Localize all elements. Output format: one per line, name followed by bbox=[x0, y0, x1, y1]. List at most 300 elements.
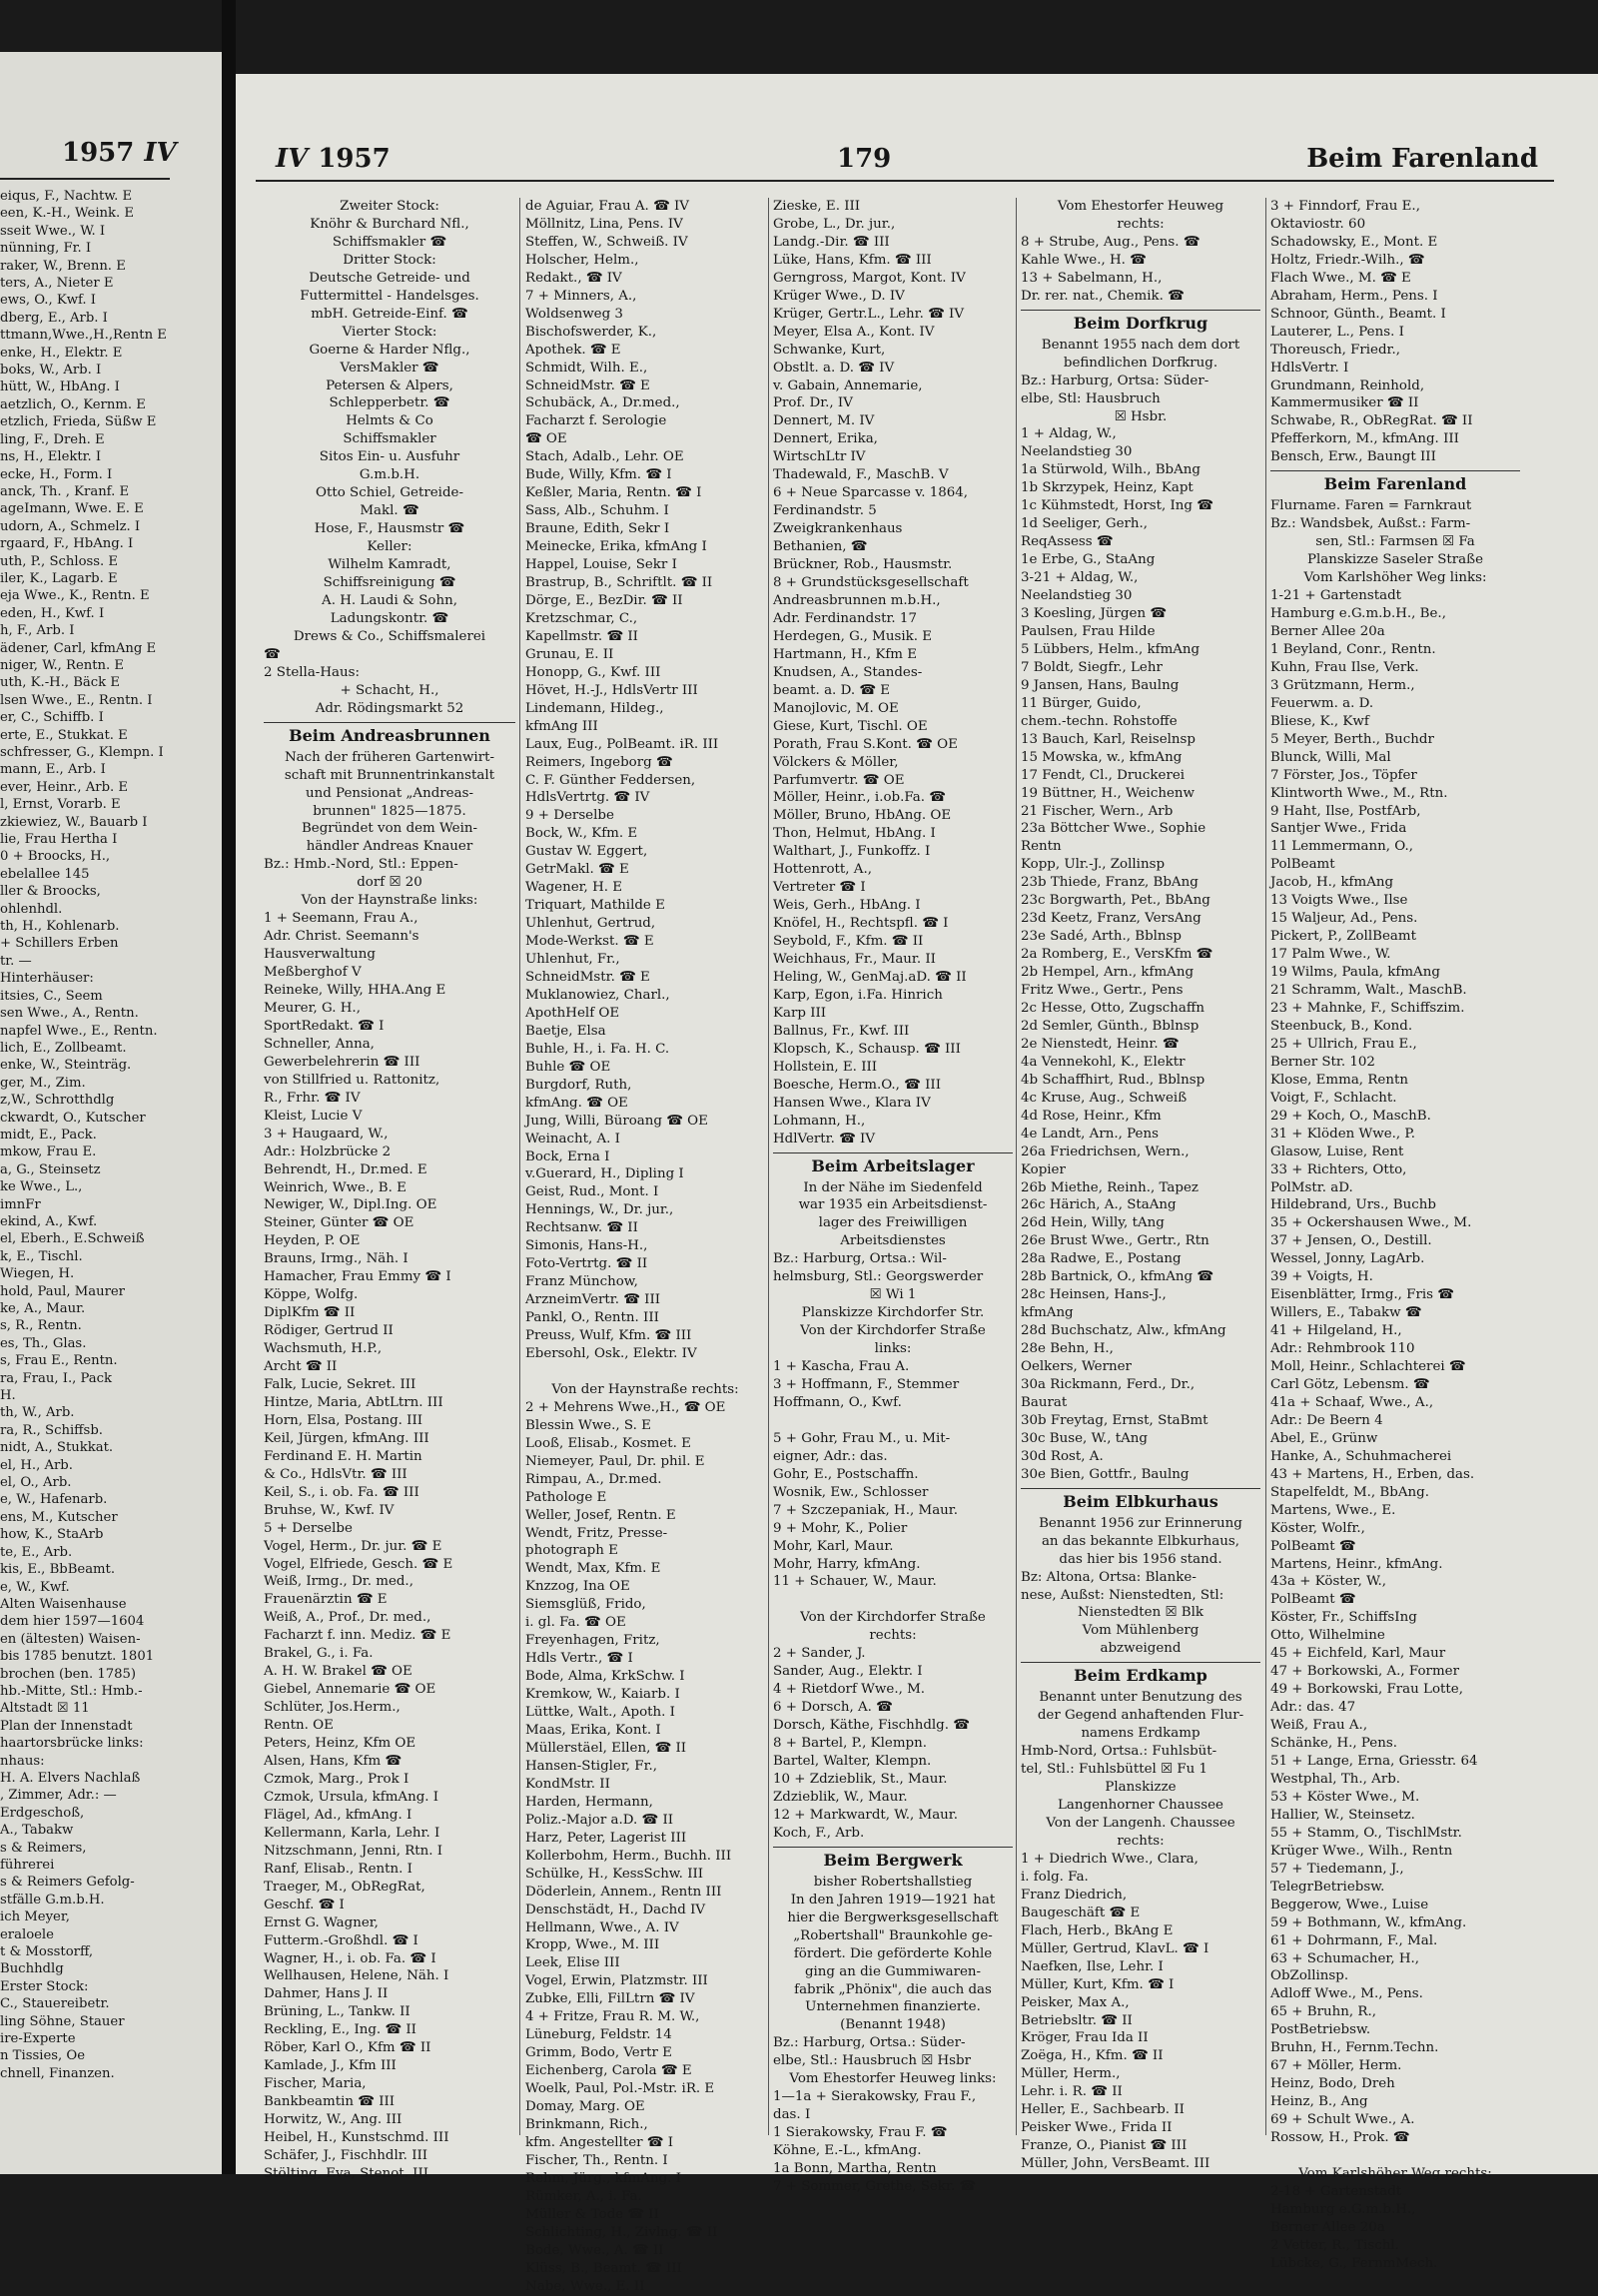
directory-line: 26a Friedrichsen, Wern., bbox=[1021, 1144, 1190, 1159]
directory-line: Schlepperbetr. ☎ bbox=[329, 395, 450, 411]
directory-line: Bruhse, W., Kwf. IV bbox=[264, 1502, 395, 1518]
directory-line: 15 Mowska, w., kfmAng bbox=[1021, 749, 1183, 765]
directory-line: 30e Bien, Gottfr., Baulng bbox=[1021, 1466, 1190, 1482]
directory-line: In der Nähe im Siedenfeld bbox=[803, 1179, 983, 1195]
directory-line: photograph E bbox=[525, 1543, 618, 1559]
directory-line: Siemsglüß, Frido, bbox=[525, 1597, 646, 1613]
left-page-line: brochen (ben. 1785) bbox=[0, 1666, 137, 1682]
directory-line: Czmok, Marg., Prok I bbox=[264, 1771, 409, 1787]
directory-line: 3 + Hoffmann, F., Stemmer bbox=[773, 1377, 960, 1392]
directory-line: Hottenrott, A., bbox=[773, 862, 872, 878]
left-page-line: mann, E., Arb. I bbox=[0, 762, 106, 778]
directory-line: Newiger, W., Dipl.Ing. OE bbox=[264, 1197, 437, 1213]
directory-line: Bethanien, ☎ bbox=[773, 539, 868, 555]
directory-line: Möller, Bruno, HbAng. OE bbox=[773, 808, 952, 824]
directory-line: Lauterer, L., Pens. I bbox=[1270, 324, 1404, 340]
directory-line: Giese, Kurt, Tischl. OE bbox=[773, 718, 928, 734]
directory-line: Pankl, O., Rentn. III bbox=[525, 1310, 659, 1326]
directory-line: das hier bis 1956 stand. bbox=[1059, 1551, 1222, 1567]
directory-line: kfmAng III bbox=[525, 718, 598, 734]
directory-line: Langenhorner Chaussee bbox=[1058, 1798, 1223, 1814]
directory-line: Steenbuck, B., Kond. bbox=[1270, 1018, 1413, 1034]
directory-line: Obstlt. a. D. ☎ IV bbox=[773, 360, 895, 376]
directory-line: 23e Sadé, Arth., Bblnsp bbox=[1021, 929, 1182, 945]
directory-line: 9 + Derselbe bbox=[525, 808, 614, 824]
directory-line: Nienstedten ☒ Blk bbox=[1078, 1605, 1203, 1621]
directory-line: Bode, Wwe., A. ☎ II bbox=[525, 2242, 664, 2258]
directory-line: 4 + Fritze, Frau R. M. W., bbox=[525, 2009, 700, 2025]
directory-line: Weinrich, Wwe., B. E bbox=[264, 1179, 406, 1195]
directory-line: Flägel, Ad., kfmAng. I bbox=[264, 1807, 412, 1823]
directory-line: 43 + Martens, H., Erben, das. bbox=[1270, 1466, 1475, 1482]
directory-line: Kopier bbox=[1021, 1161, 1066, 1177]
directory-line: 7 Förster, Jos., Töpfer bbox=[1270, 767, 1417, 783]
directory-line: Ernst G. Wagner, bbox=[264, 1914, 379, 1930]
left-page-line: hb.-Mitte, Stl.: Hmb.- bbox=[0, 1683, 143, 1699]
directory-line: Karp, Egon, i.Fa. Hinrich bbox=[773, 987, 943, 1003]
directory-line: Martens, Wwe., E. bbox=[1270, 1502, 1396, 1518]
directory-line: 30c Buse, W., tAng bbox=[1021, 1430, 1149, 1446]
directory-line: 28a Radwe, E., Postang bbox=[1021, 1251, 1182, 1267]
directory-line: Behrendt, H., Dr.med. E bbox=[264, 1161, 427, 1177]
directory-line: beamt. a. D. ☎ E bbox=[773, 682, 891, 698]
left-page-line: haartorsbrücke links: bbox=[0, 1736, 144, 1752]
directory-line: Blunck, Willi, Mal bbox=[1270, 749, 1391, 765]
directory-line: Flurname. Faren = Farnkraut bbox=[1270, 498, 1472, 514]
directory-line: 45 + Eichfeld, Karl, Maur bbox=[1270, 1646, 1446, 1662]
directory-line: Von der Kirchdorfer Straße bbox=[800, 1610, 986, 1626]
directory-line: Ballnus, Fr., Kwf. III bbox=[773, 1023, 910, 1039]
directory-line: Vom Karlshöher Weg rechts: bbox=[1298, 2165, 1492, 2181]
directory-line: VersMakler ☎ bbox=[340, 360, 439, 376]
directory-line: Meurer, G. H., bbox=[264, 1000, 361, 1016]
directory-line: Dritter Stock: bbox=[343, 252, 436, 268]
directory-line: Buhle ☎ OE bbox=[525, 1059, 611, 1075]
directory-line: Frauenärztin ☎ E bbox=[264, 1592, 388, 1608]
directory-line: ☎ bbox=[264, 646, 281, 662]
column-divider bbox=[1265, 198, 1266, 2135]
left-page-line: a, G., Steinsetz bbox=[0, 1161, 101, 1177]
directory-line: lager des Freiwilligen bbox=[818, 1215, 968, 1231]
directory-line: Vogel, Elfriede, Gesch. ☎ E bbox=[264, 1556, 453, 1572]
directory-line: Zweigkrankenhaus bbox=[773, 521, 903, 537]
directory-line: PostBetriebsw. bbox=[1270, 2022, 1371, 2038]
directory-line: 59 + Bothmann, W., kfmAng. bbox=[1270, 1914, 1467, 1930]
directory-line: 21 Schramm, Walt., MaschB. bbox=[1270, 983, 1467, 999]
left-page-line: Alten Waisenhause bbox=[0, 1596, 127, 1612]
directory-line: Oktaviostr. 60 bbox=[1270, 216, 1366, 232]
directory-line: sen, Stl.: Farmsen ☒ Fa bbox=[1315, 534, 1475, 550]
directory-line: Giebel, Annemarie ☎ OE bbox=[264, 1682, 436, 1698]
directory-line: Zubke, Elli, FilLtrn ☎ IV bbox=[525, 1991, 695, 2007]
left-page-line: ling Söhne, Stauer bbox=[0, 2013, 125, 2029]
directory-line: tel, Stl.: Fuhlsbüttel ☒ Fu 1 bbox=[1021, 1762, 1208, 1778]
directory-line: Müller, Herm., bbox=[1021, 2066, 1121, 2082]
directory-line: Ferdinandstr. 5 bbox=[773, 503, 877, 519]
directory-line: Vom Ehestorfer Heuweg bbox=[1057, 199, 1224, 214]
directory-line: Köster, Fr., SchiffsIng bbox=[1270, 1610, 1417, 1626]
directory-line: Hansen Wwe., Klara IV bbox=[773, 1095, 931, 1111]
directory-line: Schneller, Anna, bbox=[264, 1036, 375, 1052]
directory-line: Knöfel, H., Rechtspfl. ☎ I bbox=[773, 916, 949, 932]
directory-line: 1—1a + Sierakowsky, Frau F., bbox=[773, 2089, 977, 2105]
directory-line: Drews & Co., Schiffsmalerei bbox=[293, 628, 486, 644]
directory-line: 28e Behn, H., bbox=[1021, 1341, 1114, 1357]
directory-line: 35 + Ockershausen Wwe., M. bbox=[1270, 1215, 1472, 1231]
directory-line: Von der Kirchdorfer Straße bbox=[800, 1323, 986, 1339]
directory-line: 3 + Haugaard, W., bbox=[264, 1126, 389, 1142]
directory-line: 1a Bonn, Martha, Rentn bbox=[773, 2161, 937, 2177]
directory-line: Von der Haynstraße links: bbox=[301, 893, 478, 909]
directory-line: Hennings, W., Dr. jur., bbox=[525, 1202, 674, 1218]
directory-line: Rechtsanw. ☎ II bbox=[525, 1220, 638, 1236]
directory-line: 9 + Mohr, K., Polier bbox=[773, 1520, 908, 1536]
directory-line: kfmAng. ☎ OE bbox=[525, 1095, 628, 1111]
directory-line: Eichenberg, Carola ☎ E bbox=[525, 2063, 692, 2079]
left-page-line: H. bbox=[0, 1388, 16, 1404]
left-page-line: n Tissies, Oe bbox=[0, 2048, 86, 2064]
left-page-line: itsies, C., Seem bbox=[0, 988, 103, 1004]
directory-line: 1a Stürwold, Wilh., BbAng bbox=[1021, 462, 1200, 478]
directory-line: 2 + Mehrens Wwe.,H., ☎ OE bbox=[525, 1399, 726, 1415]
directory-line: Adr.: De Beern 4 bbox=[1270, 1412, 1383, 1428]
left-header-roman: IV bbox=[144, 138, 177, 168]
directory-line: Köppe, Wolfg. bbox=[264, 1287, 359, 1303]
directory-line: 3 Grützmann, Herm., bbox=[1270, 677, 1415, 693]
directory-line: G.m.b.H. bbox=[359, 467, 420, 483]
directory-line: Lüttke, Walt., Apoth. I bbox=[525, 1705, 675, 1721]
directory-line: + Schacht, H., bbox=[340, 682, 439, 698]
directory-line: 1 Sierakowsky, Frau F. ☎ bbox=[773, 2125, 948, 2141]
directory-line: Mohr, Karl, Maur. bbox=[773, 1538, 894, 1554]
left-page-line: iler, K., Lagarb. E bbox=[0, 570, 118, 586]
left-page-line: s, R., Rentn. bbox=[0, 1318, 82, 1334]
directory-line: Schadowsky, E., Mont. E bbox=[1270, 234, 1438, 250]
directory-line: 1 Beyland, Conr., Rentn. bbox=[1270, 641, 1436, 657]
directory-line: Koch, F., Arb. bbox=[773, 1825, 865, 1841]
directory-line: Meßberghof V bbox=[264, 965, 362, 981]
directory-line: Honopp, G., Kwf. III bbox=[525, 664, 661, 680]
directory-line: 67 + Möller, Herm. bbox=[1270, 2058, 1402, 2074]
directory-line: Kröger, Frau Ida II bbox=[1021, 2030, 1149, 2046]
left-page-line: s & Reimers Gefolg- bbox=[0, 1875, 135, 1891]
directory-line: Makl. ☎ bbox=[360, 503, 419, 519]
directory-line: Baugeschäft ☎ E bbox=[1021, 1905, 1141, 1920]
directory-line: Hamacher, Frau Emmy ☎ I bbox=[264, 1269, 451, 1285]
directory-line: 5 + Derselbe bbox=[264, 1520, 353, 1536]
directory-line: 9 Jansen, Hans, Baulng bbox=[1021, 677, 1180, 693]
directory-line: 8 + Strube, Aug., Pens. ☎ bbox=[1021, 234, 1200, 250]
directory-line: Schlüter, Jos.Herm., bbox=[264, 1700, 400, 1716]
directory-line: 1 + Kascha, Frau A. bbox=[773, 1359, 910, 1375]
directory-line: Kropp, Wwe., M. III bbox=[525, 1937, 660, 1953]
directory-line: Willers, E., Tabakw ☎ bbox=[1270, 1305, 1422, 1321]
directory-line: Carl Götz, Lebensm. ☎ bbox=[1270, 1377, 1430, 1392]
directory-line: 25 + Ullrich, Frau E., bbox=[1270, 1036, 1417, 1052]
directory-line: Landg.-Dir. ☎ III bbox=[773, 234, 890, 250]
directory-line: 43a + Köster, W., bbox=[1270, 1574, 1387, 1590]
directory-line: ArzneimVertr. ☎ III bbox=[525, 1292, 661, 1308]
directory-line: Bruhn, H., Fernm.Techn. bbox=[1270, 2040, 1439, 2056]
directory-line: Gerngross, Margot, Kont. IV bbox=[773, 270, 966, 286]
directory-line: Franze, O., Pianist ☎ III bbox=[1021, 2138, 1188, 2154]
directory-line: Dorsch, Käthe, Fischhdlg. ☎ bbox=[773, 1718, 970, 1734]
directory-line: Klopsch, K., Schausp. ☎ III bbox=[773, 1041, 961, 1057]
directory-line: Krüger, Gertr.L., Lehr. ☎ IV bbox=[773, 306, 964, 322]
right-header-rule bbox=[256, 180, 1554, 182]
page-number: 179 bbox=[837, 144, 892, 174]
left-page-line: stfälle G.m.b.H. bbox=[0, 1892, 105, 1908]
directory-line: Pfefferkorn, M., kfmAng. III bbox=[1270, 431, 1459, 447]
directory-line: Buhle, H., i. Fa. H. C. bbox=[525, 1041, 670, 1057]
directory-line: Zoëga, H., Kfm. ☎ II bbox=[1021, 2048, 1164, 2064]
directory-line: Niemeyer, Paul, Dr. phil. E bbox=[525, 1453, 705, 1469]
directory-line: Zdzieblik, W., Maur. bbox=[773, 1789, 908, 1805]
directory-line: Heinz, B., Ang bbox=[1270, 2094, 1368, 2110]
directory-line: 53 + Köster Wwe., M. bbox=[1270, 1789, 1420, 1805]
directory-line: Holtz, Friedr.-Wilh., ☎ bbox=[1270, 252, 1425, 268]
directory-line: Wachsmuth, H.P., bbox=[264, 1341, 383, 1357]
directory-line: ☒ Hsbr. bbox=[1114, 408, 1168, 424]
street-heading: Beim Farenland bbox=[1270, 470, 1520, 497]
left-page-line: uth, K.-H., Bäck E bbox=[0, 675, 120, 691]
directory-line: Manojlovic, M. OE bbox=[773, 700, 899, 716]
directory-line: 3 Koesling, Jürgen ☎ bbox=[1021, 606, 1168, 622]
directory-line: Foto-Vertrtg. ☎ II bbox=[525, 1256, 648, 1272]
directory-line: Bz.: Harburg, Ortsa: Süder- bbox=[1021, 373, 1209, 388]
directory-line: & Co., HdlsVtr. ☎ III bbox=[264, 1466, 407, 1482]
left-page-line: es, Th., Glas. bbox=[0, 1335, 87, 1351]
directory-line: Lüke, Hans, Kfm. ☎ III bbox=[773, 252, 932, 268]
left-page-line: th, W., Arb. bbox=[0, 1405, 75, 1421]
left-page-line: ews, O., Kwf. I bbox=[0, 293, 97, 309]
directory-line: fördert. Die geförderte Kohle bbox=[793, 1945, 993, 1961]
directory-line: 33 + Richters, Otto, bbox=[1270, 1161, 1407, 1177]
left-page-line: ra, R., Schiffsb. bbox=[0, 1422, 103, 1438]
directory-line: Horwitz, W., Ang. III bbox=[264, 2112, 402, 2128]
directory-line: Rödiger, Gertrud II bbox=[264, 1323, 394, 1339]
directory-line: Berner Str. 102 bbox=[1270, 1054, 1375, 1070]
directory-line: Looß, Elisab., Kosmet. E bbox=[525, 1435, 691, 1451]
directory-line: 2e Nienstedt, Heinr. ☎ bbox=[1021, 1036, 1180, 1052]
directory-line: Wagner, H., i. ob. Fa. ☎ I bbox=[264, 1950, 436, 1966]
directory-line: Abraham, Herm., Pens. I bbox=[1270, 288, 1438, 304]
directory-line: Muklanowiez, Charl., bbox=[525, 987, 670, 1003]
directory-line: Hoffmann, O., Kwf. bbox=[773, 1394, 902, 1410]
directory-line: Arbeitsdienstes bbox=[840, 1233, 946, 1249]
directory-line: Beggerow, Wwe., Luise bbox=[1270, 1897, 1429, 1913]
directory-line: Kretzschmar, C., bbox=[525, 610, 638, 626]
directory-line: Schiffsmakler ☎ bbox=[332, 234, 447, 250]
directory-line: Bz.: Harburg, Ortsa.: Wil- bbox=[773, 1251, 947, 1267]
directory-line: Nabe, Wwe., E. II bbox=[525, 2278, 645, 2294]
directory-line: Holscher, Helm., bbox=[525, 252, 639, 268]
directory-line: Müller, Gertrud, KlavL. ☎ I bbox=[1021, 1940, 1209, 1956]
directory-line: (Benannt 1948) bbox=[840, 2017, 946, 2033]
left-page-line: chnell, Finanzen. bbox=[0, 2065, 115, 2081]
left-page-line: z,W., Schrotthdlg bbox=[0, 1093, 115, 1109]
directory-line: Mohr, Harry, kfmAng. bbox=[773, 1556, 921, 1572]
directory-line: 3 + Finndorf, Frau E., bbox=[1270, 199, 1420, 214]
column-divider bbox=[768, 198, 769, 2135]
directory-line: Kremkow, W., Kaiarb. I bbox=[525, 1687, 680, 1703]
left-page-line: enke, W., Steinträg. bbox=[0, 1058, 132, 1074]
directory-line: 49 + Borkowski, Frau Lotte, bbox=[1270, 1682, 1463, 1698]
column-divider bbox=[1016, 198, 1017, 2135]
directory-line: Otto Schiel, Getreide- bbox=[316, 485, 463, 501]
directory-line: 4 + Rietdorf Wwe., M. bbox=[773, 1682, 926, 1698]
directory-line: fabrik „Phönix", die auch das bbox=[794, 1981, 992, 1997]
left-page-line: ger, M., Zim. bbox=[0, 1075, 86, 1091]
directory-line: Gustav W. Eggert, bbox=[525, 844, 648, 860]
directory-line: Wessel, Jonny, LagArb. bbox=[1270, 1251, 1425, 1267]
directory-line: nese, Außst: Nienstedten, Stl: bbox=[1021, 1587, 1224, 1603]
directory-line: Walthart, J., Funkoffz. I bbox=[773, 844, 931, 860]
directory-line: Schwabe, R., ObRegRat. ☎ II bbox=[1270, 413, 1473, 429]
directory-line: Kamlade, J., Kfm III bbox=[264, 2058, 397, 2074]
directory-line: Adr. Christ. Seemann's bbox=[264, 929, 419, 945]
directory-line: Martens, Heinr., kfmAng. bbox=[1270, 1556, 1443, 1572]
directory-line: Schülke, H., KessSchw. III bbox=[525, 1866, 704, 1882]
directory-line: Schwanke, Kurt, bbox=[773, 342, 886, 358]
directory-line: schaft mit Brunnentrinkanstalt bbox=[284, 767, 495, 783]
directory-line: Klose, Emma, Rentn bbox=[1270, 1072, 1408, 1088]
directory-line: 19 Wilms, Paula, kfmAng bbox=[1270, 965, 1440, 981]
directory-column-1 bbox=[264, 198, 515, 2183]
directory-line: der Gegend anhaftenden Flur- bbox=[1037, 1708, 1244, 1724]
directory-line: 11 + Schauer, W., Maur. bbox=[773, 1574, 937, 1590]
directory-line: 2 + Sander, J. bbox=[773, 1646, 866, 1662]
directory-line: PolMstr. aD. bbox=[1270, 1179, 1353, 1195]
directory-line: Weiß, A., Prof., Dr. med., bbox=[264, 1610, 431, 1626]
directory-line: 17 Fendt, Cl., Druckerei bbox=[1021, 767, 1186, 783]
left-page-line: rgaard, F., HbAng. I bbox=[0, 536, 134, 552]
directory-line: Hansen-Stigler, Fr., bbox=[525, 1758, 658, 1774]
directory-line: Adr.: Rehmbrook 110 bbox=[1270, 1341, 1415, 1357]
directory-line: Brastrup, B., Schriftlt. ☎ II bbox=[525, 575, 713, 591]
directory-line: 4e Landt, Arn., Pens bbox=[1021, 1126, 1159, 1142]
directory-line: 1c Kühmstedt, Horst, Ing ☎ bbox=[1021, 498, 1213, 514]
directory-line: v. Gabain, Annemarie, bbox=[773, 378, 923, 393]
street-heading: Beim Andreasbrunnen bbox=[264, 722, 515, 749]
left-page-line: kis, E., BbBeamt. bbox=[0, 1562, 116, 1578]
directory-line: Facharzt f. Serologie bbox=[525, 413, 667, 429]
directory-line: Brückner, Rob., Hausmstr. bbox=[773, 557, 953, 573]
directory-line: Fischer, Th., Rentn. I bbox=[525, 2152, 668, 2168]
directory-line: 2b Hempel, Arn., kfmAng bbox=[1021, 965, 1195, 981]
directory-line: Möller, Heinr., i.ob.Fa. ☎ bbox=[773, 790, 946, 806]
street-heading: Beim Arbeitslager bbox=[773, 1152, 1013, 1179]
directory-line: Kopp, Ulr.-J., Zollinsp bbox=[1021, 857, 1166, 873]
directory-line bbox=[773, 1412, 1013, 1430]
left-page-line: er, C., Schiffb. I bbox=[0, 710, 104, 726]
directory-line: Schiffsmakler bbox=[343, 431, 436, 447]
directory-line: Ferdinand E. H. Martin bbox=[264, 1448, 422, 1464]
directory-line: Deutsche Getreide- und bbox=[309, 270, 470, 286]
directory-line: Freyenhagen, Fritz, bbox=[525, 1633, 660, 1649]
left-page-line: ens, M., Kutscher bbox=[0, 1509, 118, 1525]
directory-line: Kellermann, Karla, Lehr. I bbox=[264, 1825, 440, 1841]
right-header-left bbox=[276, 144, 391, 174]
directory-line: 23c Borgwarth, Pet., BbAng bbox=[1021, 893, 1210, 909]
directory-line: Harz, Peter, Lagerist III bbox=[525, 1830, 687, 1846]
directory-line: Grunau, E. II bbox=[525, 646, 614, 662]
directory-line: Schubäck, A., Dr.med., bbox=[525, 395, 680, 411]
directory-line: „Robertshall" Braunkohle ge- bbox=[793, 1927, 993, 1943]
directory-line: In den Jahren 1919—1921 hat bbox=[790, 1892, 996, 1908]
left-page-line: te, E., Arb. bbox=[0, 1544, 73, 1560]
directory-line: Müller, John, VersBeamt. III bbox=[1021, 2156, 1210, 2172]
directory-line: Adr.: das. 47 bbox=[1270, 1700, 1356, 1716]
directory-line: und Pensionat „Andreas- bbox=[305, 785, 473, 801]
directory-line: Denschstädt, H., Dachd IV bbox=[525, 1902, 706, 1917]
directory-line: Bankbeamtin ☎ III bbox=[264, 2094, 396, 2110]
directory-line: Hose, F., Hausmstr ☎ bbox=[314, 521, 465, 537]
directory-line: links: bbox=[874, 1341, 912, 1357]
directory-line: 8 + Grundstücksgesellschaft bbox=[773, 575, 969, 591]
directory-line: rechts: bbox=[1117, 216, 1165, 232]
directory-line: Wilhelm Kamradt, bbox=[328, 557, 451, 573]
directory-line: Bz.: Hmb.-Nord, Stl.: Eppen- bbox=[264, 857, 458, 873]
directory-line: 2-18 + Gartenstadt bbox=[1270, 2183, 1402, 2199]
right-header-year: 1957 bbox=[318, 144, 391, 174]
left-page-line: lich, E., Zollbeamt. bbox=[0, 1040, 127, 1056]
directory-line: Bensch, Erw., Baungt III bbox=[1270, 449, 1436, 465]
directory-line: Happel, Louise, Sekr I bbox=[525, 557, 677, 573]
directory-line: Vom Ehestorfer Heuweg links: bbox=[789, 2071, 997, 2087]
directory-line: Lübcke, G., FernmMech. bbox=[1270, 2255, 1438, 2271]
directory-line: 17 Palm Wwe., W. bbox=[1270, 947, 1391, 963]
left-page-line: A., Tabakw bbox=[0, 1823, 74, 1839]
left-page-line: s, Frau E., Rentn. bbox=[0, 1353, 118, 1369]
left-page-line: t & Mosstorff, bbox=[0, 1944, 94, 1960]
directory-line: Peters, Heinz, Kfm OE bbox=[264, 1736, 416, 1752]
left-page-line: enke, H., Elektr. E bbox=[0, 345, 123, 361]
left-page-line: el, Eberh., E.Schweiß bbox=[0, 1231, 145, 1247]
directory-line: Betriebsltr. ☎ II bbox=[1021, 2012, 1133, 2028]
directory-line: namens Erdkamp bbox=[1081, 1726, 1200, 1742]
directory-line: rechts: bbox=[869, 1628, 917, 1644]
left-page-line: ohlenhdl. bbox=[0, 901, 63, 917]
directory-line: Grundmann, Reinhold, bbox=[1270, 378, 1425, 393]
directory-line: Herdegen, G., Musik. E bbox=[773, 628, 933, 644]
directory-line: 7 + Minners, A., bbox=[525, 288, 637, 304]
directory-line: Knöhr & Burchard Nfl., bbox=[310, 216, 469, 232]
directory-line: GetrMakl. ☎ E bbox=[525, 862, 629, 878]
directory-line: elbe, Stl.: Hausbruch ☒ Hsbr bbox=[773, 2053, 971, 2069]
directory-line: Woldsenweg 3 bbox=[525, 306, 623, 322]
directory-line: Rentn bbox=[1021, 839, 1062, 855]
directory-line: Andreasbrunnen m.b.H., bbox=[773, 592, 941, 608]
directory-line: 6 + Neue Sparcasse v. 1864, bbox=[773, 485, 969, 501]
directory-line: C. F. Günther Feddersen, bbox=[525, 772, 696, 788]
left-page-line: napfel Wwe., E., Rentn. bbox=[0, 1023, 158, 1039]
directory-line: 26c Härich, A., StaAng bbox=[1021, 1197, 1177, 1213]
directory-line: 4d Rose, Heinr., Kfm bbox=[1021, 1108, 1162, 1124]
directory-line: Parfumvertr. ☎ OE bbox=[773, 772, 905, 788]
directory-line: 23d Keetz, Franz, VersAng bbox=[1021, 911, 1201, 927]
directory-line: Czmok, Ursula, kfmAng. I bbox=[264, 1789, 439, 1805]
directory-line: 30b Freytag, Ernst, StaBmt bbox=[1021, 1412, 1208, 1428]
left-page-line: nünning, Fr. I bbox=[0, 241, 92, 257]
directory-line: Vierter Stock: bbox=[342, 324, 437, 340]
left-page-line: führerei bbox=[0, 1858, 55, 1873]
directory-line: Ladungskontr. ☎ bbox=[330, 610, 449, 626]
left-page-line: nidt, A., Stukkat. bbox=[0, 1440, 114, 1456]
directory-line: elbe, Stl: Hausbruch bbox=[1021, 390, 1161, 406]
directory-line: SchneidMstr. ☎ E bbox=[525, 378, 650, 393]
directory-line: Jacob, H., kfmAng bbox=[1270, 875, 1394, 891]
